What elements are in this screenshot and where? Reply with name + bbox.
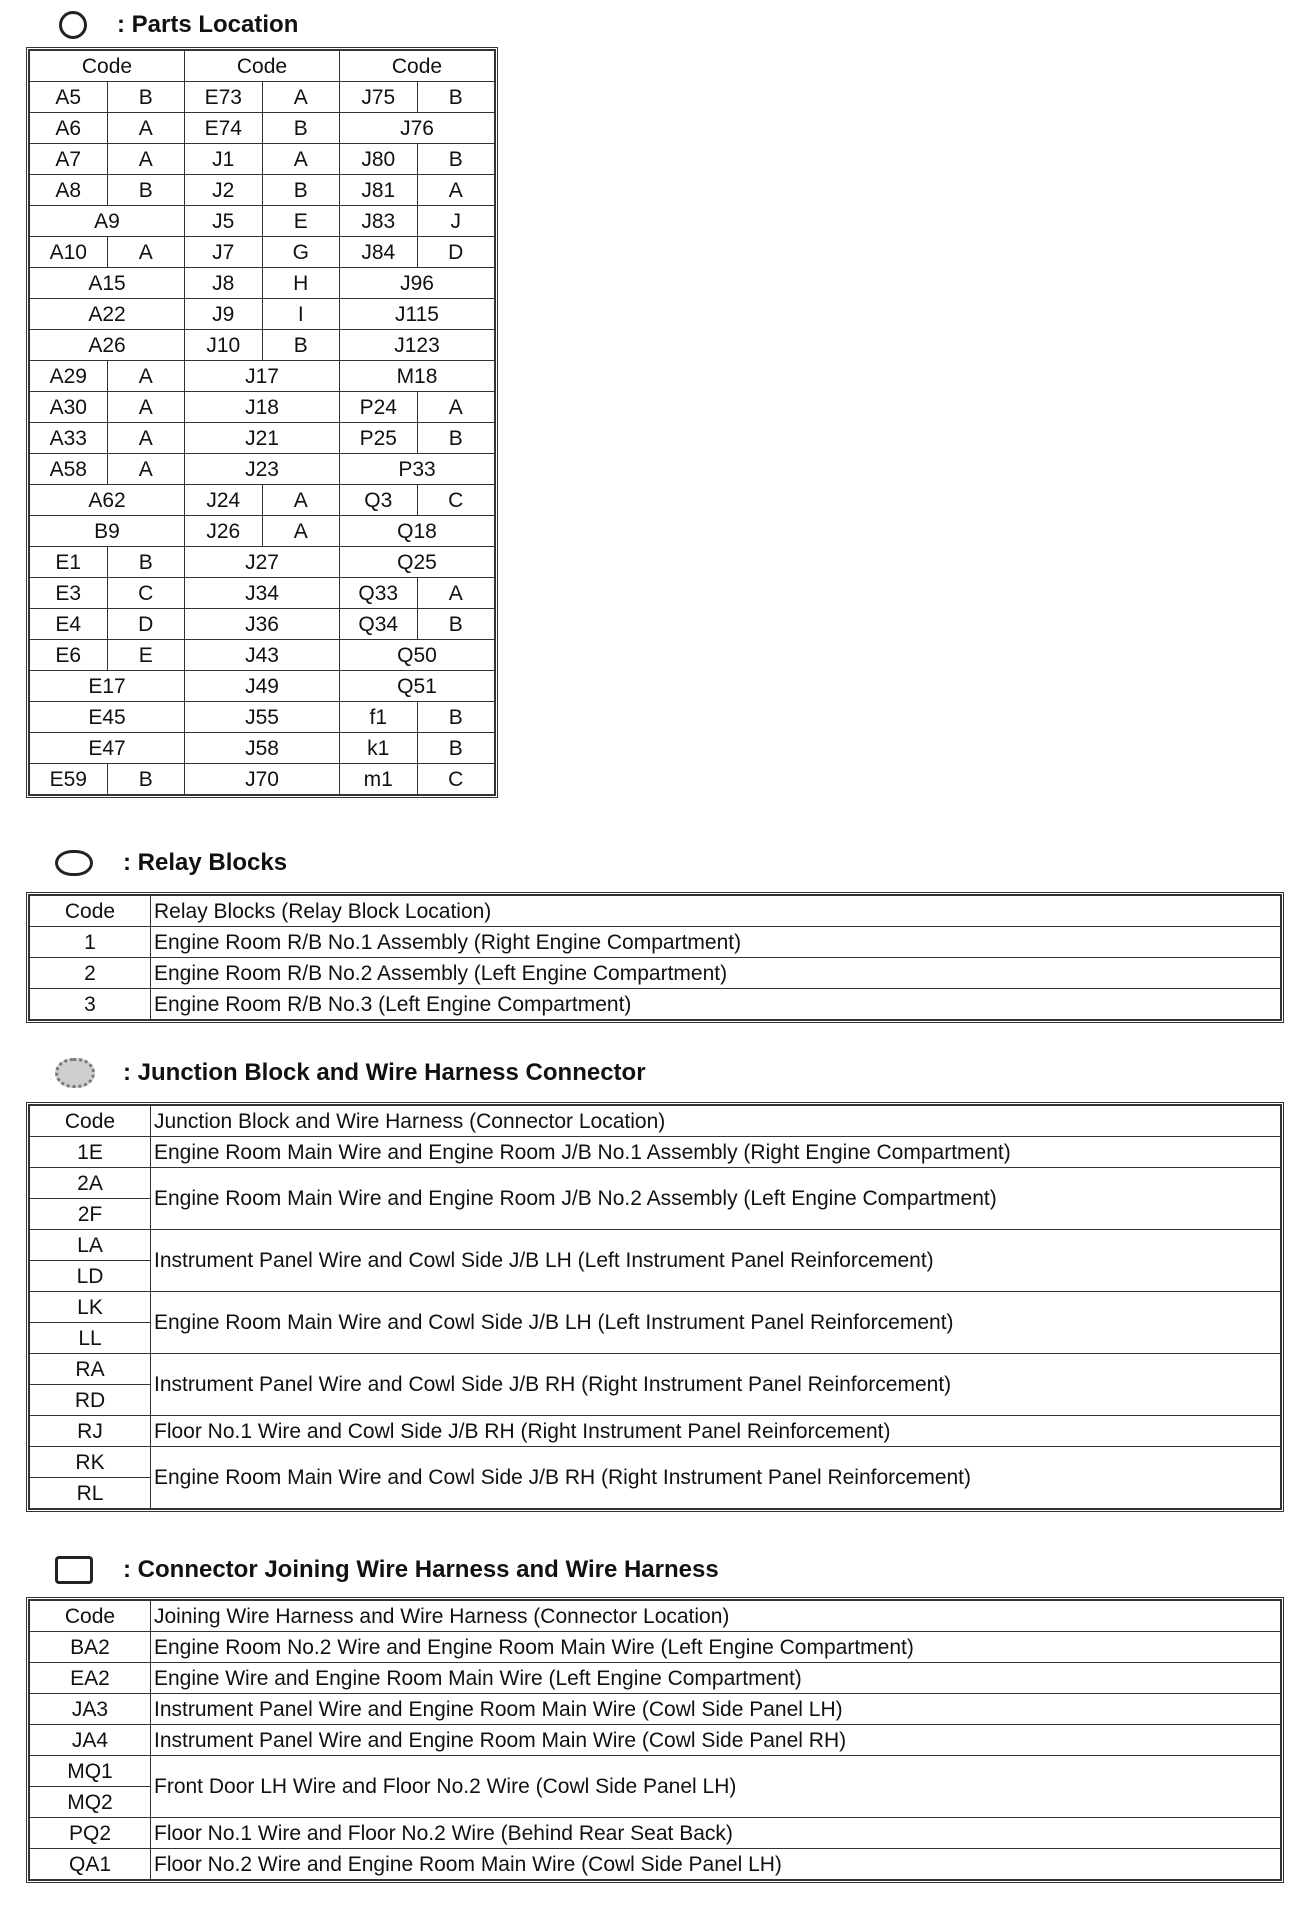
table-row: [30, 454, 495, 485]
relay-blocks-heading: [55, 843, 287, 883]
table-cell: A: [417, 175, 495, 206]
table-cell: Code: [30, 1601, 151, 1632]
junction-block-table: [29, 1105, 1281, 1509]
table-cell: RA: [30, 1354, 151, 1385]
table-cell: J21: [185, 423, 340, 454]
table-cell: Front Door LH Wire and Floor No.2 Wire (Cowl Side Panel LH): [151, 1756, 1281, 1818]
table-row: [30, 578, 495, 609]
table-cell: J55: [185, 702, 340, 733]
table-cell: G: [262, 237, 340, 268]
table-cell: B: [107, 175, 185, 206]
table-cell: Floor No.2 Wire and Engine Room Main Wire (Cowl Side Panel LH): [151, 1849, 1281, 1880]
table-cell: M18: [340, 361, 495, 392]
table-cell: A62: [30, 485, 185, 516]
table-cell: A: [107, 423, 185, 454]
table-header-row: [30, 1106, 1281, 1137]
table-cell: Code: [30, 1106, 151, 1137]
table-header-row: [30, 1601, 1281, 1632]
shaded-oval-icon: [55, 1058, 95, 1088]
table-cell: J1: [185, 144, 263, 175]
table-cell: A: [262, 516, 340, 547]
table-cell: PQ2: [30, 1818, 151, 1849]
rectangle-icon: [55, 1556, 93, 1584]
table-cell: D: [417, 237, 495, 268]
table-cell: Code: [185, 51, 340, 82]
table-cell: E: [107, 640, 185, 671]
table-row: [30, 1756, 1281, 1787]
table-cell: JA3: [30, 1694, 151, 1725]
table-row: [30, 989, 1281, 1020]
table-cell: Engine Room Main Wire and Engine Room J/B No.2 Assembly (Left Engine Compartment): [151, 1168, 1281, 1230]
table-cell: A33: [30, 423, 108, 454]
table-cell: A: [417, 578, 495, 609]
connector-joining-title: : Connector Joining Wire Harness and Wire Harness: [123, 1556, 719, 1583]
table-cell: Joining Wire Harness and Wire Harness (Connector Location): [151, 1601, 1281, 1632]
table-cell: B: [262, 113, 340, 144]
table-cell: Q3: [340, 485, 418, 516]
table-cell: B: [417, 733, 495, 764]
table-cell: A26: [30, 330, 185, 361]
table-cell: Engine Room Main Wire and Engine Room J/B No.1 Assembly (Right Engine Compartment): [151, 1137, 1281, 1168]
table-cell: J5: [185, 206, 263, 237]
table-cell: Engine Room R/B No.1 Assembly (Right Engine Compartment): [151, 927, 1281, 958]
table-cell: LK: [30, 1292, 151, 1323]
table-row: [30, 958, 1281, 989]
table-row: [30, 1292, 1281, 1323]
table-cell: E1: [30, 547, 108, 578]
table-cell: A: [107, 113, 185, 144]
table-cell: B: [417, 423, 495, 454]
table-cell: J7: [185, 237, 263, 268]
table-cell: J58: [185, 733, 340, 764]
table-cell: J70: [185, 764, 340, 795]
table-cell: J75: [340, 82, 418, 113]
table-cell: LA: [30, 1230, 151, 1261]
table-row: [30, 144, 495, 175]
table-cell: A: [262, 82, 340, 113]
parts-location-title: : Parts Location: [117, 11, 299, 38]
table-cell: A22: [30, 299, 185, 330]
table-cell: E: [262, 206, 340, 237]
table-cell: A8: [30, 175, 108, 206]
table-cell: A: [107, 454, 185, 485]
table-row: [30, 764, 495, 795]
table-cell: I: [262, 299, 340, 330]
table-row: [30, 609, 495, 640]
table-cell: A30: [30, 392, 108, 423]
relay-blocks-table: [29, 895, 1281, 1020]
table-cell: E59: [30, 764, 108, 795]
table-row: [30, 175, 495, 206]
table-cell: Engine Room R/B No.3 (Left Engine Compartment): [151, 989, 1281, 1020]
table-row: [30, 1354, 1281, 1385]
table-row: [30, 268, 495, 299]
table-cell: J: [417, 206, 495, 237]
table-cell: RJ: [30, 1416, 151, 1447]
table-row: [30, 1632, 1281, 1663]
table-cell: 3: [30, 989, 151, 1020]
table-cell: E17: [30, 671, 185, 702]
table-cell: J80: [340, 144, 418, 175]
table-row: [30, 702, 495, 733]
table-cell: 2: [30, 958, 151, 989]
connector-joining-table: [29, 1600, 1281, 1880]
table-row: [30, 485, 495, 516]
table-row: [30, 299, 495, 330]
table-cell: B: [417, 609, 495, 640]
table-cell: A15: [30, 268, 185, 299]
table-cell: MQ1: [30, 1756, 151, 1787]
table-cell: MQ2: [30, 1787, 151, 1818]
table-cell: A7: [30, 144, 108, 175]
table-cell: B: [262, 330, 340, 361]
table-cell: J123: [340, 330, 495, 361]
table-cell: Floor No.1 Wire and Cowl Side J/B RH (Right Instrument Panel Reinforcement): [151, 1416, 1281, 1447]
table-cell: QA1: [30, 1849, 151, 1880]
table-cell: P33: [340, 454, 495, 485]
table-row: [30, 927, 1281, 958]
table-cell: J81: [340, 175, 418, 206]
table-cell: B: [417, 82, 495, 113]
table-cell: J26: [185, 516, 263, 547]
table-row: [30, 361, 495, 392]
table-cell: Instrument Panel Wire and Cowl Side J/B LH (Left Instrument Panel Reinforcement): [151, 1230, 1281, 1292]
table-cell: E73: [185, 82, 263, 113]
table-cell: J49: [185, 671, 340, 702]
table-cell: J84: [340, 237, 418, 268]
table-cell: Q33: [340, 578, 418, 609]
table-cell: J96: [340, 268, 495, 299]
table-cell: EA2: [30, 1663, 151, 1694]
table-row: [30, 1447, 1281, 1478]
table-row: [30, 1230, 1281, 1261]
table-cell: B: [107, 547, 185, 578]
table-cell: A: [107, 361, 185, 392]
table-cell: B9: [30, 516, 185, 547]
table-cell: J24: [185, 485, 263, 516]
table-cell: J115: [340, 299, 495, 330]
table-cell: Floor No.1 Wire and Floor No.2 Wire (Behind Rear Seat Back): [151, 1818, 1281, 1849]
table-row: [30, 1168, 1281, 1199]
table-cell: J8: [185, 268, 263, 299]
table-cell: RL: [30, 1478, 151, 1509]
connector-joining-heading: [55, 1550, 719, 1590]
table-cell: J10: [185, 330, 263, 361]
table-cell: P25: [340, 423, 418, 454]
table-cell: 2F: [30, 1199, 151, 1230]
table-cell: Q50: [340, 640, 495, 671]
table-row: [30, 1694, 1281, 1725]
table-cell: P24: [340, 392, 418, 423]
table-cell: Q51: [340, 671, 495, 702]
table-cell: J43: [185, 640, 340, 671]
relay-blocks-title: : Relay Blocks: [123, 849, 288, 876]
table-cell: Engine Room No.2 Wire and Engine Room Main Wire (Left Engine Compartment): [151, 1632, 1281, 1663]
table-cell: H: [262, 268, 340, 299]
table-row: [30, 733, 495, 764]
table-cell: BA2: [30, 1632, 151, 1663]
table-cell: C: [417, 485, 495, 516]
table-cell: Instrument Panel Wire and Cowl Side J/B RH (Right Instrument Panel Reinforcement): [151, 1354, 1281, 1416]
table-cell: RK: [30, 1447, 151, 1478]
table-cell: A9: [30, 206, 185, 237]
table-cell: f1: [340, 702, 418, 733]
table-cell: J23: [185, 454, 340, 485]
table-cell: A: [262, 144, 340, 175]
table-cell: RD: [30, 1385, 151, 1416]
table-row: [30, 547, 495, 578]
table-cell: E45: [30, 702, 185, 733]
table-cell: Code: [340, 51, 495, 82]
table-cell: m1: [340, 764, 418, 795]
table-cell: Q18: [340, 516, 495, 547]
table-row: [30, 1663, 1281, 1694]
table-cell: A: [417, 392, 495, 423]
table-cell: C: [107, 578, 185, 609]
table-cell: Engine Room Main Wire and Cowl Side J/B RH (Right Instrument Panel Reinforcement): [151, 1447, 1281, 1509]
table-cell: Instrument Panel Wire and Engine Room Main Wire (Cowl Side Panel LH): [151, 1694, 1281, 1725]
table-cell: E3: [30, 578, 108, 609]
table-cell: Engine Room R/B No.2 Assembly (Left Engine Compartment): [151, 958, 1281, 989]
table-cell: Q34: [340, 609, 418, 640]
table-row: [30, 113, 495, 144]
table-cell: J36: [185, 609, 340, 640]
table-cell: A: [262, 485, 340, 516]
table-cell: B: [107, 764, 185, 795]
table-row: [30, 1137, 1281, 1168]
junction-block-heading: [55, 1053, 646, 1093]
table-row: [30, 423, 495, 454]
table-cell: J27: [185, 547, 340, 578]
table-cell: B: [417, 144, 495, 175]
table-row: [30, 640, 495, 671]
table-cell: B: [107, 82, 185, 113]
parts-location-heading: [55, 5, 298, 45]
table-header-row: [30, 896, 1281, 927]
table-cell: Instrument Panel Wire and Engine Room Main Wire (Cowl Side Panel RH): [151, 1725, 1281, 1756]
table-cell: C: [417, 764, 495, 795]
parts-location-table: [29, 50, 495, 795]
table-cell: J76: [340, 113, 495, 144]
table-row: [30, 1849, 1281, 1880]
table-cell: J18: [185, 392, 340, 423]
table-row: [30, 671, 495, 702]
table-row: [30, 1818, 1281, 1849]
table-cell: LL: [30, 1323, 151, 1354]
table-cell: E4: [30, 609, 108, 640]
table-cell: J17: [185, 361, 340, 392]
table-row: [30, 1416, 1281, 1447]
table-cell: D: [107, 609, 185, 640]
table-cell: Code: [30, 51, 185, 82]
table-row: [30, 516, 495, 547]
table-cell: 2A: [30, 1168, 151, 1199]
table-cell: E6: [30, 640, 108, 671]
table-cell: J9: [185, 299, 263, 330]
table-cell: Q25: [340, 547, 495, 578]
table-row: [30, 82, 495, 113]
table-cell: A6: [30, 113, 108, 144]
table-header-row: [30, 51, 495, 82]
table-cell: 1: [30, 927, 151, 958]
table-cell: Engine Wire and Engine Room Main Wire (Left Engine Compartment): [151, 1663, 1281, 1694]
table-cell: A: [107, 144, 185, 175]
table-cell: Engine Room Main Wire and Cowl Side J/B LH (Left Instrument Panel Reinforcement): [151, 1292, 1281, 1354]
table-row: [30, 237, 495, 268]
table-row: [30, 206, 495, 237]
table-cell: B: [262, 175, 340, 206]
table-cell: A58: [30, 454, 108, 485]
table-cell: B: [417, 702, 495, 733]
table-row: [30, 392, 495, 423]
table-cell: JA4: [30, 1725, 151, 1756]
table-cell: A29: [30, 361, 108, 392]
table-cell: 1E: [30, 1137, 151, 1168]
table-cell: J83: [340, 206, 418, 237]
table-cell: A: [107, 392, 185, 423]
table-cell: E47: [30, 733, 185, 764]
circle-icon: [59, 11, 87, 39]
table-cell: Code: [30, 896, 151, 927]
table-cell: LD: [30, 1261, 151, 1292]
table-row: [30, 1725, 1281, 1756]
table-cell: J2: [185, 175, 263, 206]
junction-block-title: : Junction Block and Wire Harness Connector: [123, 1059, 646, 1086]
table-cell: A10: [30, 237, 108, 268]
table-cell: E74: [185, 113, 263, 144]
table-cell: A5: [30, 82, 108, 113]
table-row: [30, 330, 495, 361]
table-cell: Junction Block and Wire Harness (Connector Location): [151, 1106, 1281, 1137]
oval-icon: [55, 850, 93, 876]
table-cell: k1: [340, 733, 418, 764]
table-cell: Relay Blocks (Relay Block Location): [151, 896, 1281, 927]
table-cell: J34: [185, 578, 340, 609]
table-cell: A: [107, 237, 185, 268]
